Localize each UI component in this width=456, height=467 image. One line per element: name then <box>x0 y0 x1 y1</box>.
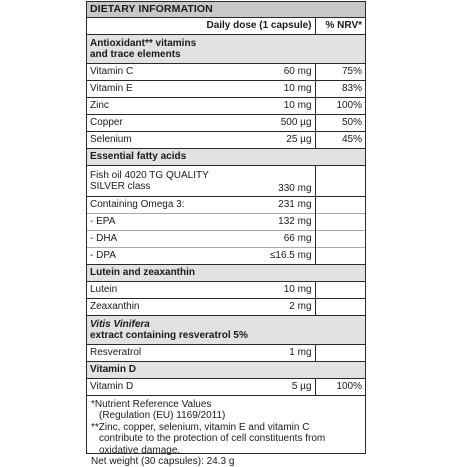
section-lutein <box>87 265 365 282</box>
section-heading: Lutein and zeaxanthin <box>87 265 365 282</box>
section-heading-line2: extract containing resveratrol 5% <box>90 330 248 341</box>
table-row <box>87 81 365 98</box>
nutrient-nrv <box>315 197 365 214</box>
nutrient-name: Containing Omega 3: <box>87 197 227 214</box>
dose-column-header: Daily dose (1 capsule) <box>206 20 312 32</box>
table-row <box>87 379 365 396</box>
table-row <box>87 132 365 149</box>
nutrient-dose: 2 mg <box>227 299 315 316</box>
table-row <box>87 282 365 299</box>
nutrient-dose: 10 mg <box>227 98 315 115</box>
nutrient-name: - EPA <box>87 214 227 231</box>
nutrient-dose: 231 mg <box>227 197 315 214</box>
nutrient-name: Lutein <box>87 282 227 299</box>
section-heading-line1: Vitis Vinifera <box>90 318 150 330</box>
net-weight: Net weight (30 capsules): 24.3 g <box>91 456 235 467</box>
table-row <box>87 231 365 248</box>
table-row <box>87 214 365 231</box>
nutrient-name: Resveratrol <box>87 345 227 362</box>
table-row <box>87 299 365 316</box>
section-vitamin-d <box>87 362 365 379</box>
nutrient-name: Copper <box>87 115 227 132</box>
nutrition-table <box>87 18 365 395</box>
section-heading-line2: and trace elements <box>90 49 181 60</box>
nutrient-name: Vitamin D <box>87 379 227 396</box>
nutrient-dose: 66 mg <box>227 231 315 248</box>
section-heading: Essential fatty acids <box>87 149 365 166</box>
table-row <box>87 345 365 362</box>
nutrient-dose: 500 µg <box>227 115 315 132</box>
footnote-antioxidant: **Zinc, copper, selenium, vitamin E and vitamin C <box>91 421 310 433</box>
nutrient-dose: 5 µg <box>227 379 315 396</box>
nutrient-nrv: 45% <box>315 132 365 149</box>
nutrient-nrv <box>315 166 365 197</box>
nutrient-nrv <box>315 345 365 362</box>
nrv-column-header: % NRV* <box>315 18 365 35</box>
nutrient-nrv <box>315 231 365 248</box>
nutrient-nrv: 100% <box>315 98 365 115</box>
nutrient-nrv: 100% <box>315 379 365 396</box>
section-antioxidants <box>87 35 365 64</box>
footnote-antioxidant-line2: contribute to the protection of cell constituents from <box>99 433 326 445</box>
nutrient-dose: 330 mg <box>227 166 315 197</box>
footnote-nrv: *Nutrient Reference Values <box>91 399 212 410</box>
table-row <box>87 197 365 214</box>
table-row <box>87 166 365 197</box>
nutrient-nrv <box>315 299 365 316</box>
section-heading-line1: Antioxidant** vitamins <box>90 37 197 49</box>
nutrient-nrv <box>315 282 365 299</box>
nutrient-name-line1: Fish oil 4020 TG QUALITY <box>90 169 209 181</box>
table-row <box>87 64 365 81</box>
footnotes <box>87 395 365 467</box>
nutrient-name: Zinc <box>87 98 227 115</box>
nutrient-dose: 1 mg <box>227 345 315 362</box>
nutrient-name: Vitamin C <box>87 64 227 81</box>
nutrient-nrv <box>315 214 365 231</box>
nutrient-dose: 10 mg <box>227 81 315 98</box>
section-fatty-acids <box>87 149 365 166</box>
nutrient-name: Selenium <box>87 132 227 149</box>
nutrient-name-line2: SILVER class <box>90 181 151 192</box>
table-row <box>87 98 365 115</box>
footnote-antioxidant-line3: oxidative damage. <box>99 444 181 456</box>
dietary-information-panel <box>86 1 366 467</box>
nutrient-nrv: 75% <box>315 64 365 81</box>
nutrient-name: Zeaxanthin <box>87 299 227 316</box>
nutrient-nrv <box>315 248 365 265</box>
table-row <box>87 115 365 132</box>
nutrient-dose: 25 µg <box>227 132 315 149</box>
section-vitis-vinifera <box>87 316 365 345</box>
nutrient-dose: 60 mg <box>227 64 315 81</box>
table-row <box>87 248 365 265</box>
nutrient-name: - DPA <box>87 248 227 265</box>
section-heading: Vitamin D <box>87 362 365 379</box>
footnote-nrv-regulation: (Regulation (EU) 1169/2011) <box>99 410 226 422</box>
column-header-row <box>87 18 365 35</box>
panel-title: DIETARY INFORMATION <box>87 2 365 18</box>
nutrient-dose: ≤16.5 mg <box>227 248 315 265</box>
nutrient-dose: 10 mg <box>227 282 315 299</box>
nutrient-name: Vitamin E <box>87 81 227 98</box>
nutrient-nrv: 50% <box>315 115 365 132</box>
nutrient-name: - DHA <box>87 231 227 248</box>
nutrient-nrv: 83% <box>315 81 365 98</box>
nutrient-dose: 132 mg <box>227 214 315 231</box>
